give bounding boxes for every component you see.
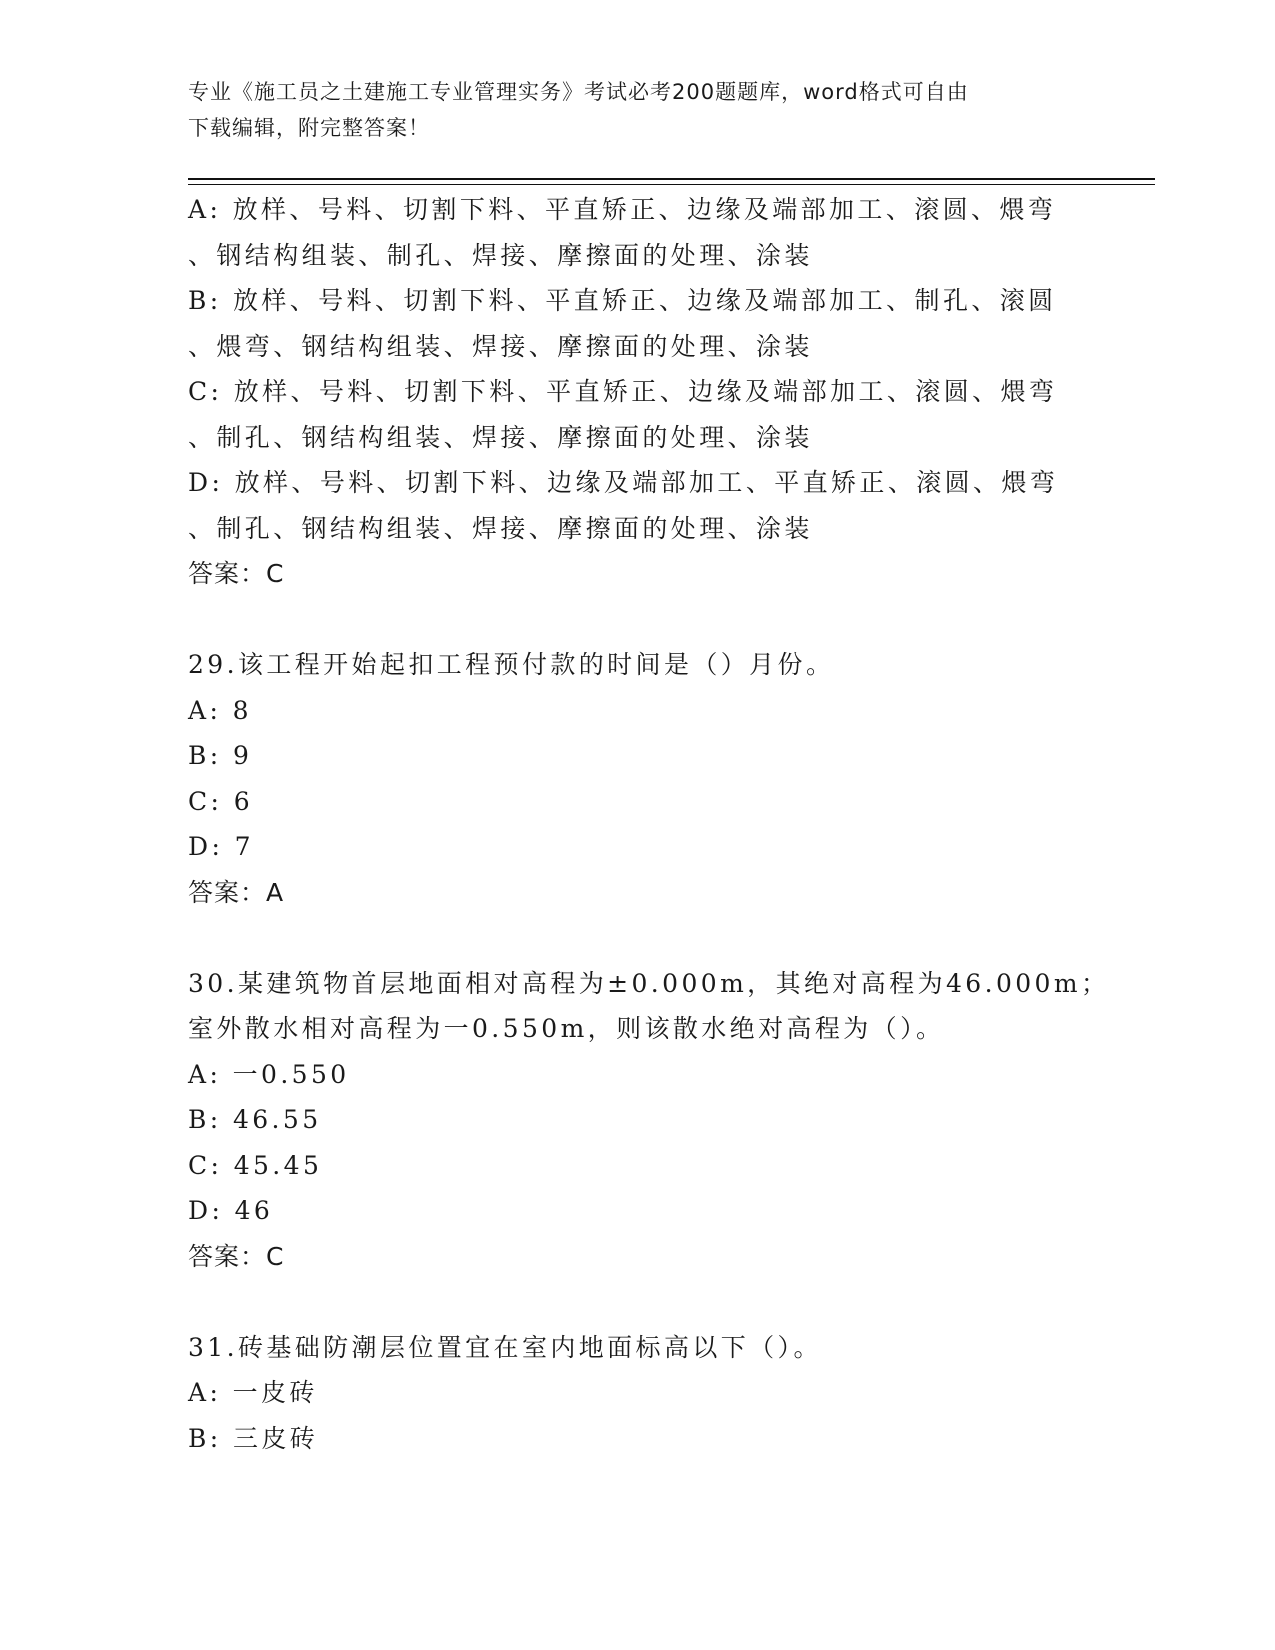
option-a: A: 8: [188, 695, 252, 725]
header-rule-thin: [188, 184, 1155, 185]
option-b: B: 46.55: [188, 1105, 322, 1134]
question-28-options: [188, 187, 1088, 597]
option-c: C: 45.45: [188, 1150, 323, 1180]
option-d: D: 7: [188, 832, 254, 861]
option-c-line-1: C: 放样、号料、切割下料、平直矫正、边缘及端部加工、滚圆、煨弯: [188, 377, 1058, 406]
spacer: [188, 1279, 1088, 1325]
question-30-text-line-2: 室外散水相对高程为一0.550m，则该散水绝对高程为（）。: [188, 1014, 945, 1043]
option-a: A: 一皮砖: [188, 1378, 318, 1407]
header-line-1: 专业《施工员之土建施工专业管理实务》考试必考200题题库，word格式可自由: [188, 80, 969, 104]
option-b-line-1: B: 放样、号料、切割下料、平直矫正、边缘及端部加工、制孔、滚圆: [188, 286, 1057, 315]
option-d-line-1: D: 放样、号料、切割下料、边缘及端部加工、平直矫正、滚圆、煨弯: [188, 468, 1059, 497]
answer-29: 答案：A: [188, 877, 285, 907]
option-b: B: 9: [188, 741, 253, 770]
document-body: [188, 187, 1110, 1461]
option-a-line-2: 、钢结构组装、制孔、焊接、摩擦面的处理、涂装: [188, 240, 813, 270]
option-c: C: 6: [188, 786, 254, 816]
answer-30: 答案：C: [188, 1241, 285, 1271]
option-b: B: 三皮砖: [188, 1423, 319, 1453]
question-29-text: 29.该工程开始起扣工程预付款的时间是（）月份。: [188, 650, 835, 679]
option-b-line-2: 、煨弯、钢结构组装、焊接、摩擦面的处理、涂装: [188, 331, 813, 361]
question-30: [188, 961, 1110, 1280]
option-a: A: 一0.550: [188, 1059, 350, 1089]
document-header: [188, 74, 1088, 146]
question-31-text: 31.砖基础防潮层位置宜在室内地面标高以下（）。: [188, 1332, 822, 1362]
answer-28: 答案：C: [188, 559, 285, 588]
question-31: [188, 1325, 1088, 1462]
question-30-text-line-1: 30.某建筑物首层地面相对高程为±0.000m，其绝对高程为46.000m；: [188, 968, 1110, 998]
spacer: [188, 915, 1088, 961]
option-a-line-1: A: 放样、号料、切割下料、平直矫正、边缘及端部加工、滚圆、煨弯: [188, 195, 1057, 224]
header-rule-thick: [188, 178, 1155, 180]
header-line-2: 下载编辑，附完整答案！: [188, 116, 430, 140]
option-d: D: 46: [188, 1196, 274, 1225]
question-29: [188, 642, 1088, 915]
option-c-line-2: 、制孔、钢结构组装、焊接、摩擦面的处理、涂装: [188, 422, 813, 452]
spacer: [188, 597, 1088, 643]
option-d-line-2: 、制孔、钢结构组装、焊接、摩擦面的处理、涂装: [188, 513, 813, 543]
